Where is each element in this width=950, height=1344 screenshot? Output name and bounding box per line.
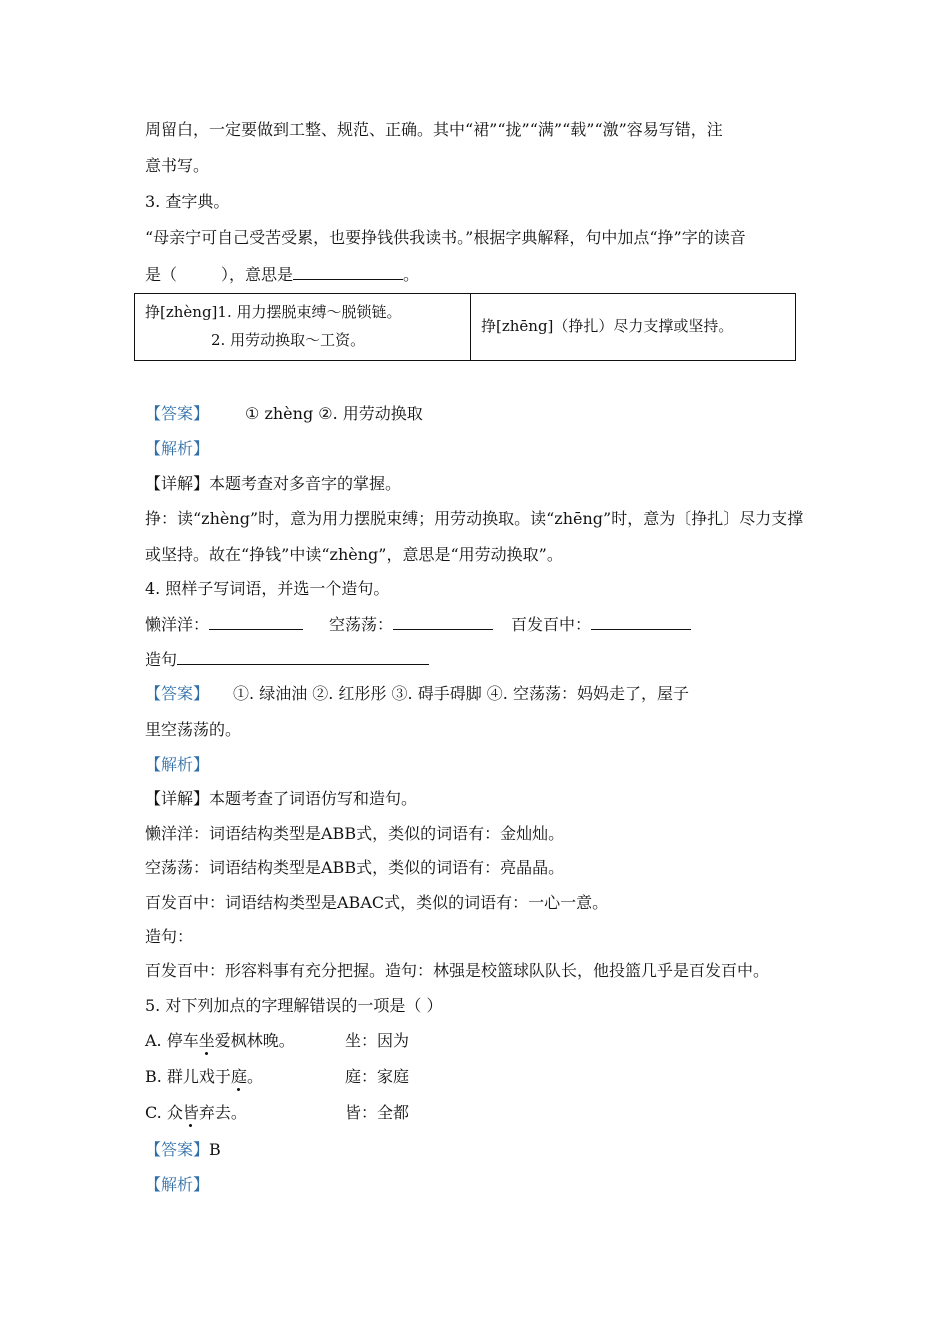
answer-row bbox=[145, 684, 689, 704]
answer-row bbox=[145, 404, 423, 424]
option-text: 弃去。 bbox=[198, 1103, 247, 1122]
explanation-line: 懒洋洋：词语结构类型是ABB式，类似的词语有：金灿灿。 bbox=[145, 824, 565, 843]
analysis-label: 【解析】 bbox=[145, 439, 210, 458]
answer-label: 【答案】 bbox=[145, 1140, 210, 1159]
explanation-line: 或坚持。故在“挣钱”中读“zhèng”，意思是“用劳动换取”。 bbox=[145, 545, 563, 564]
detail-line: 【详解】本题考查了词语仿写和造句。 bbox=[145, 789, 418, 808]
question-4-words bbox=[145, 614, 691, 635]
dotted-char: 坐 bbox=[198, 1031, 215, 1050]
answer-label: 【答案】 bbox=[145, 684, 210, 703]
text-segment: 。 bbox=[403, 265, 420, 284]
option-a-explanation: 坐：因为 bbox=[345, 1031, 410, 1050]
analysis-label: 【解析】 bbox=[145, 1175, 210, 1194]
table-cell-right: 挣[zhēng]（挣扎）尽力支撑或坚持。 bbox=[481, 317, 734, 335]
text-segment: ），意思是 bbox=[221, 265, 294, 284]
answer-continued: 里空荡荡的。 bbox=[145, 720, 242, 739]
answer-body: ①. 绿油油 ②. 红彤彤 ③. 碍手碍脚 ④. 空荡荡：妈妈走了，屋子 bbox=[233, 684, 689, 703]
option-c bbox=[145, 1103, 247, 1123]
answer-blank bbox=[209, 614, 303, 630]
explanation-line: 百发百中：词语结构类型是ABAC式，类似的词语有：一心一意。 bbox=[145, 893, 609, 912]
answer-blank bbox=[293, 264, 403, 280]
answer-label: 【答案】 bbox=[145, 404, 210, 423]
word-label: 造句 bbox=[145, 650, 178, 669]
explanation-line: 挣：读“zhèng”时，意为用力摆脱束缚；用劳动换取。读“zhēng”时，意为〔挣扎〕尽力支撑 bbox=[145, 509, 804, 528]
question-4-sentence bbox=[145, 649, 429, 670]
answer-blank bbox=[177, 649, 429, 665]
text-segment: 是（ bbox=[145, 265, 178, 284]
word-label: 懒洋洋： bbox=[145, 615, 210, 634]
dotted-char: 皆 bbox=[182, 1103, 199, 1122]
answer-body: ① zhèng ②. 用劳动换取 bbox=[245, 404, 423, 423]
option-text: C. 众 bbox=[145, 1103, 183, 1122]
word-label: 空荡荡： bbox=[329, 615, 394, 634]
option-text: 。 bbox=[246, 1067, 263, 1086]
question-3-text-2 bbox=[145, 264, 419, 285]
option-a bbox=[145, 1031, 295, 1051]
option-text: B. 群儿戏于 bbox=[145, 1067, 231, 1086]
explanation-line: 空荡荡：词语结构类型是ABB式，类似的词语有：亮晶晶。 bbox=[145, 858, 565, 877]
explanation-line: 百发百中：形容料事有充分把握。造句：林强是校篮球队队长，他投篮几乎是百发百中。 bbox=[145, 961, 770, 980]
paragraph-line: 意书写。 bbox=[145, 156, 210, 175]
answer-body: B bbox=[209, 1140, 221, 1159]
option-b bbox=[145, 1067, 263, 1087]
answer-blank bbox=[591, 614, 691, 630]
option-b-explanation: 庭：家庭 bbox=[345, 1067, 410, 1086]
question-4-title: 4. 照样子写词语，并选一个造句。 bbox=[145, 579, 390, 598]
word-label: 百发百中： bbox=[511, 615, 592, 634]
answer-blank bbox=[393, 614, 493, 630]
question-3-text: “母亲宁可自己受苦受累，也要挣钱供我读书。”根据字典解释，句中加点“挣”字的读音 bbox=[145, 228, 746, 247]
paragraph-line: 周留白，一定要做到工整、规范、正确。其中“裙”“拢”“满”“载”“激”容易写错，注 bbox=[145, 120, 723, 139]
option-text: 爱枫林晚。 bbox=[214, 1031, 295, 1050]
dotted-char: 庭 bbox=[230, 1067, 247, 1086]
option-c-explanation: 皆：全都 bbox=[345, 1103, 410, 1122]
question-5-title: 5. 对下列加点的字理解错误的一项是（ ） bbox=[145, 996, 443, 1015]
detail-line: 【详解】本题考查对多音字的掌握。 bbox=[145, 474, 402, 493]
dictionary-table bbox=[134, 293, 796, 361]
option-text: A. 停车 bbox=[145, 1031, 199, 1050]
table-cell-left-line2: 2. 用劳动换取～工资。 bbox=[211, 331, 366, 349]
answer-row bbox=[145, 1140, 221, 1160]
table-cell-left-line1: 挣[zhèng]1. 用力摆脱束缚～脱锁链。 bbox=[145, 303, 402, 321]
question-3-title: 3. 查字典。 bbox=[145, 192, 230, 211]
explanation-line: 造句： bbox=[145, 927, 194, 946]
analysis-label: 【解析】 bbox=[145, 755, 210, 774]
table-divider bbox=[470, 294, 471, 360]
